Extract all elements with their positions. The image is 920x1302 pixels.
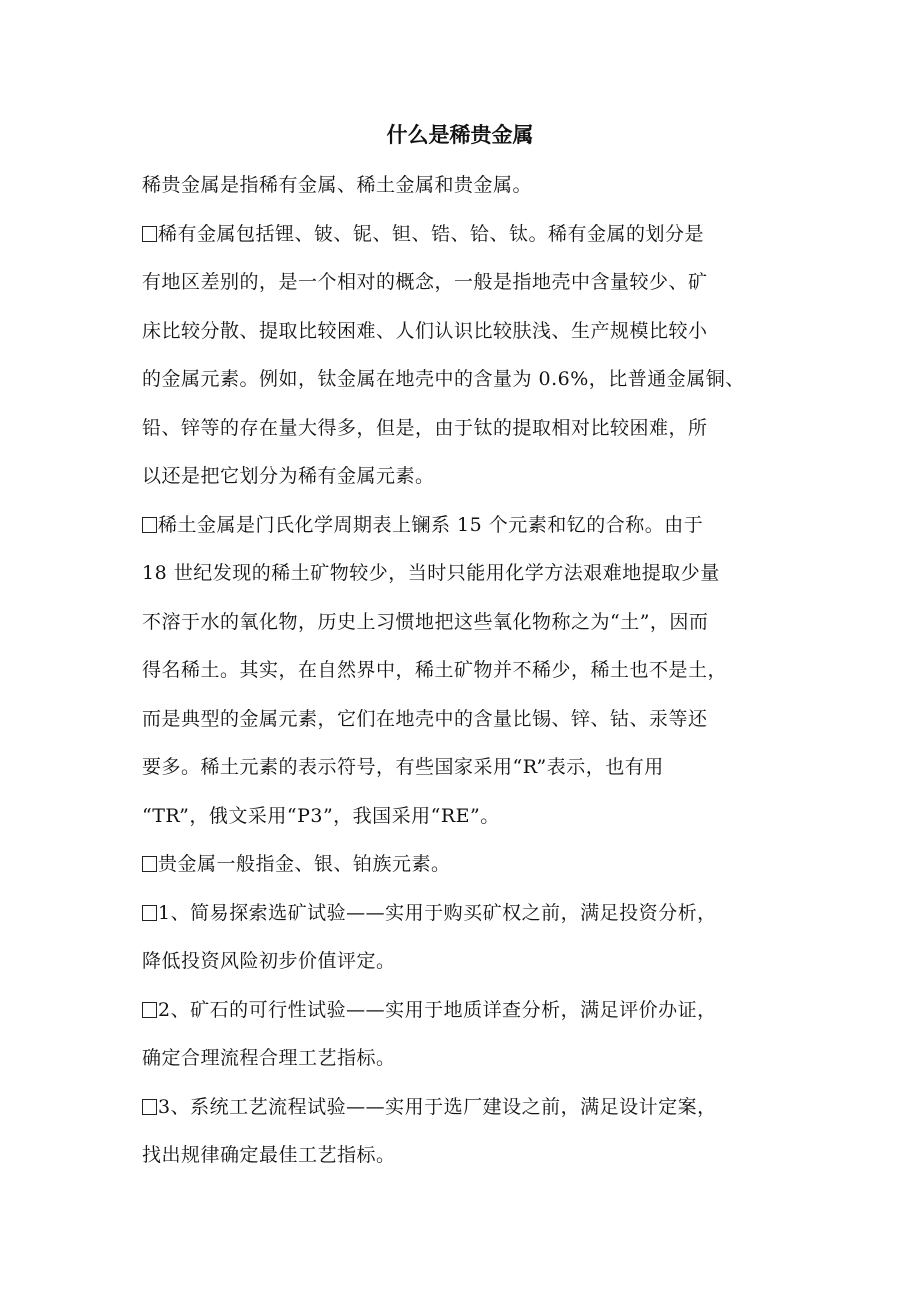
document-body (142, 168, 782, 1187)
text-line (142, 702, 782, 751)
checkbox-square-icon (142, 905, 157, 921)
line-text: “TR”，俄文采用“P3”，我国采用“RE”。 (142, 804, 500, 827)
line-text: 的金属元素。例如，钛金属在地壳中的含量为 0.6%，比普通金属铜、 (142, 368, 745, 390)
page-title: 什么是稀贵金属 (386, 123, 534, 147)
text-line (142, 411, 782, 460)
line-text: 降低投资风险初步价值评定。 (142, 950, 396, 972)
text-line (142, 799, 782, 848)
line-text: 得名稀土。其实，在自然界中，稀土矿物并不稀少，稀土也不是土， (142, 659, 728, 681)
line-text: 床比较分散、提取比较困难、人们认识比较肤浅、生产规模比较小 (142, 319, 708, 342)
line-text: 而是典型的金属元素，它们在地壳中的含量比锡、锌、钴、汞等还 (142, 707, 708, 730)
line-text: 铅、锌等的存在量大得多，但是，由于钛的提取相对比较困难，所 (142, 416, 708, 439)
checkbox-square-icon (142, 1002, 157, 1018)
text-line (142, 896, 782, 945)
text-line (142, 605, 782, 654)
line-text: 稀土金属是门氏化学周期表上镧系 15 个元素和钇的合称。由于 (158, 513, 704, 536)
text-line (142, 314, 782, 363)
line-text: 稀贵金属是指稀有金属、稀土金属和贵金属。 (142, 174, 533, 196)
line-text: 确定合理流程合理工艺指标。 (142, 1047, 396, 1069)
text-line (142, 556, 782, 605)
text-line (142, 653, 782, 702)
line-text: 有地区差别的，是一个相对的概念，一般是指地壳中含量较少、矿 (142, 271, 708, 293)
checkbox-square-icon (142, 226, 157, 242)
text-line (142, 217, 782, 266)
line-text: 不溶于水的氧化物，历史上习惯地把这些氧化物称之为“土”，因而 (142, 610, 709, 633)
text-line (142, 993, 782, 1042)
line-text: 贵金属一般指金、银、铂族元素。 (158, 853, 451, 875)
checkbox-square-icon (142, 856, 157, 872)
line-text: 2、矿石的可行性试验——实用于地质详查分析，满足评价办证， (158, 998, 717, 1021)
text-line (142, 265, 782, 314)
line-text: 18 世纪发现的稀土矿物较少，当时只能用化学方法艰难地提取少量 (142, 562, 720, 584)
line-text: 要多。稀土元素的表示符号，有些国家采用“R”表示，也有用 (142, 756, 664, 778)
text-line (142, 750, 782, 799)
text-line (142, 508, 782, 557)
text-line (142, 847, 782, 896)
text-line (142, 459, 782, 508)
text-line (142, 1041, 782, 1090)
line-text: 稀有金属包括锂、铍、铌、钽、锆、铪、钛。稀有金属的划分是 (158, 222, 705, 245)
checkbox-square-icon (142, 1099, 157, 1115)
line-text: 以还是把它划分为稀有金属元素。 (142, 465, 435, 487)
line-text: 找出规律确定最佳工艺指标。 (142, 1144, 396, 1166)
text-line (142, 362, 782, 411)
text-line (142, 168, 782, 217)
text-line (142, 1138, 782, 1187)
text-line (142, 1090, 782, 1139)
line-text: 3、系统工艺流程试验——实用于选厂建设之前，满足设计定案， (158, 1095, 717, 1118)
line-text: 1、简易探索选矿试验——实用于购买矿权之前，满足投资分析， (158, 901, 717, 924)
text-line (142, 944, 782, 993)
checkbox-square-icon (142, 517, 157, 533)
